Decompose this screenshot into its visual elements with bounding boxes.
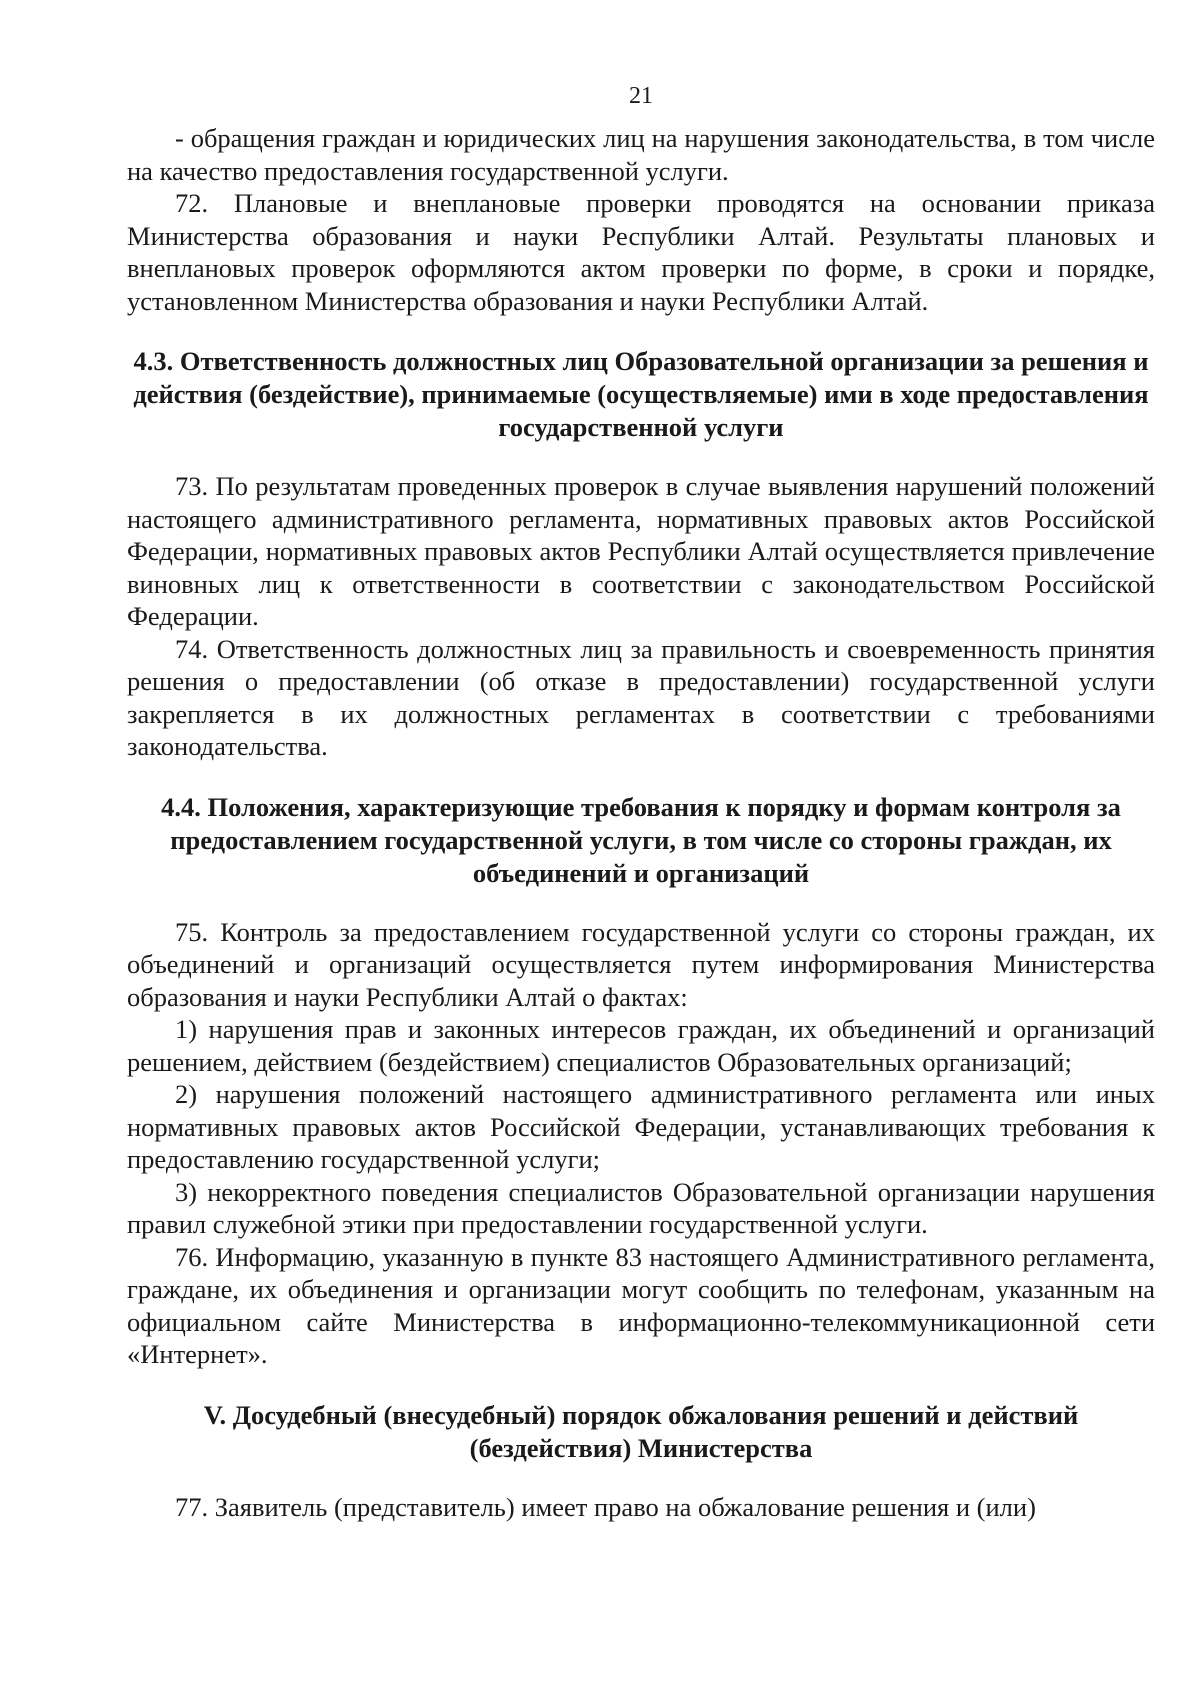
document-body [127, 122, 1155, 1523]
section-heading-v: V. Досудебный (внесудебный) порядок обжалования решений и действий (бездействия) Министерства [203, 1399, 1079, 1463]
paragraph-73: 73. По результатам проведенных проверок в случае выявления нарушений положений настоящего административного регламента, нормативных правовых актов Российской Федерации, нормативных правовых актов Республики Алтай осуществляется привлечение виновных лиц к ответственности в соответствии с законодательством Российской Федерации. [127, 471, 1155, 631]
section-heading-4-4: 4.4. Положения, характеризующие требования к порядку и формам контроля за предоставлением государственной услуги, в том числе со стороны граждан, их объединений и организаций [161, 791, 1121, 888]
page-number: 21 [629, 83, 653, 109]
paragraph-75-item-2: 2) нарушения положений настоящего административного регламента или иных нормативных правовых актов Российской Федерации, устанавливающих требования к предоставлению государственной услуги; [127, 1079, 1155, 1174]
paragraph-75-item-1: 1) нарушения прав и законных интересов граждан, их объединений и организаций решением, действием (бездействием) специалистов Образовательных организаций; [127, 1014, 1155, 1077]
paragraph-72: 72. Плановые и внеплановые проверки проводятся на основании приказа Министерства образования и науки Республики Алтай. Результаты плановых и внеплановых проверок оформляются актом проверки по форме, в сроки и порядке, установленном Министерства образования и науки Республики Алтай. [127, 188, 1155, 316]
paragraph-appeals: - обращения граждан и юридических лиц на нарушения законодательства, в том числе на качество предоставления государственной услуги. [127, 123, 1155, 186]
paragraph-74: 74. Ответственность должностных лиц за правильность и своевременность принятия решения о предоставлении (об отказе в предоставлении) государственной услуги закрепляется в их должностных регламентах в соответствии с требованиями законодательства. [127, 633, 1155, 761]
section-heading-4-3: 4.3. Ответственность должностных лиц Образовательной организации за решения и действия (бездействие), принимаемые (осуществляемые) ими в ходе предоставления государственной услуги [133, 346, 1149, 442]
paragraph-76: 76. Информацию, указанную в пункте 83 настоящего Административного регламента, граждане, их объединения и организации могут сообщить по телефонам, указанным на официальном сайте Министерства в информационно-телекоммуникационной сети «Интернет». [127, 1241, 1155, 1369]
paragraph-75-item-3: 3) некорректного поведения специалистов Образовательной организации нарушения правил служебной этики при предоставлении государственной услуги. [127, 1176, 1155, 1239]
paragraph-75: 75. Контроль за предоставлением государственной услуги со стороны граждан, их объединений и организаций осуществляется путем информирования Министерства образования и науки Республики Алтай о фактах: [127, 916, 1155, 1012]
paragraph-77: 77. Заявитель (представитель) имеет право на обжалование решения и (или) [175, 1491, 1036, 1522]
